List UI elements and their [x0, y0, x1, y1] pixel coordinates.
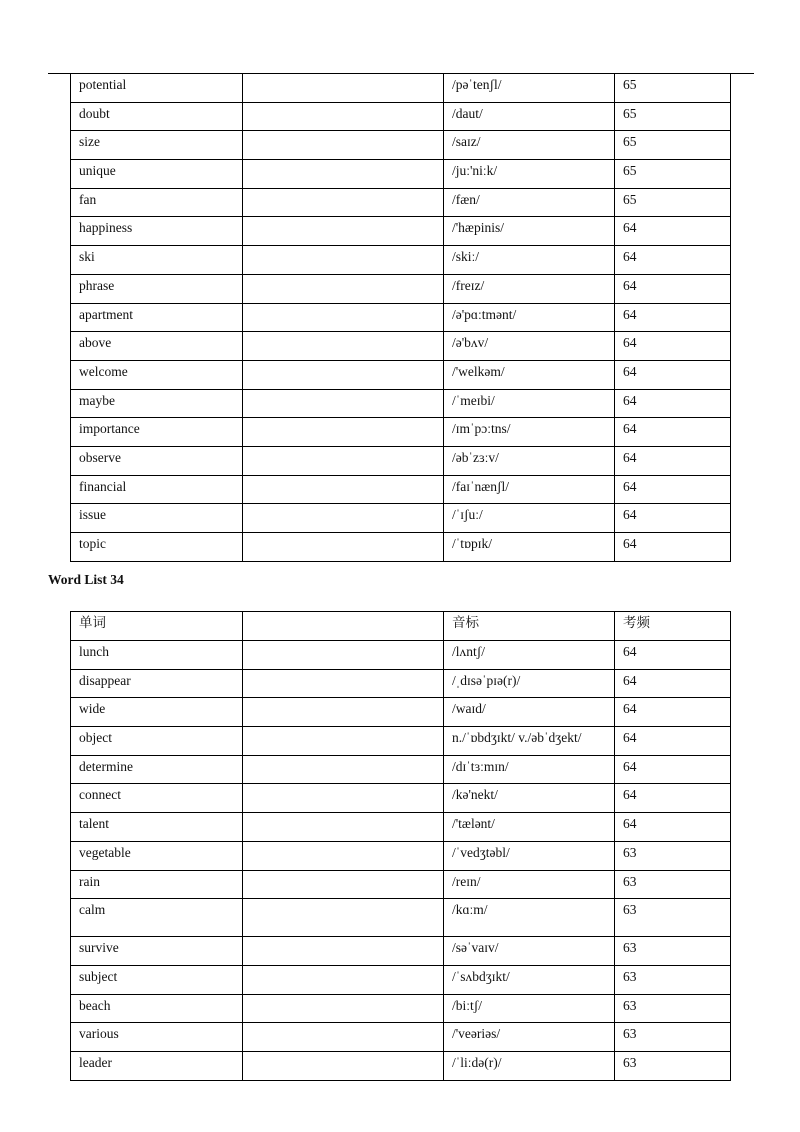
frequency-cell: 63 — [615, 994, 731, 1023]
frequency-cell: 64 — [615, 389, 731, 418]
frequency-cell: 64 — [615, 274, 731, 303]
blank-cell — [243, 360, 444, 389]
phonetic-cell: /lʌntʃ/ — [444, 641, 615, 670]
table-row — [71, 813, 731, 842]
word-cell: issue — [71, 504, 243, 533]
blank-cell — [243, 102, 444, 131]
phonetic-cell: /'tælənt/ — [444, 813, 615, 842]
blank-cell — [243, 841, 444, 870]
word-cell: phrase — [71, 274, 243, 303]
blank-cell — [243, 641, 444, 670]
table-row — [71, 641, 731, 670]
phonetic-cell: /saɪz/ — [444, 131, 615, 160]
frequency-cell: 64 — [615, 669, 731, 698]
frequency-cell: 64 — [615, 504, 731, 533]
frequency-cell: 65 — [615, 74, 731, 103]
blank-cell — [243, 504, 444, 533]
frequency-cell: 64 — [615, 698, 731, 727]
frequency-cell: 64 — [615, 418, 731, 447]
header-phonetic: 音标 — [444, 612, 615, 641]
word-cell: survive — [71, 937, 243, 966]
phonetic-cell: /faɪˈnænʃl/ — [444, 475, 615, 504]
table-row — [71, 160, 731, 189]
frequency-cell: 63 — [615, 1051, 731, 1080]
word-cell: disappear — [71, 669, 243, 698]
blank-cell — [243, 188, 444, 217]
frequency-cell: 65 — [615, 131, 731, 160]
frequency-cell: 64 — [615, 446, 731, 475]
word-cell: topic — [71, 533, 243, 562]
table-row — [71, 669, 731, 698]
frequency-cell: 64 — [615, 217, 731, 246]
phonetic-cell: /ˌdɪsəˈpɪə(r)/ — [444, 669, 615, 698]
blank-cell — [243, 533, 444, 562]
phonetic-cell: /reɪn/ — [444, 870, 615, 899]
blank-cell — [243, 217, 444, 246]
table-row — [71, 965, 731, 994]
frequency-cell: 64 — [615, 641, 731, 670]
table-row — [71, 937, 731, 966]
phonetic-cell: /daut/ — [444, 102, 615, 131]
word-cell: connect — [71, 784, 243, 813]
phonetic-cell: /fæn/ — [444, 188, 615, 217]
blank-cell — [243, 899, 444, 937]
blank-cell — [243, 1023, 444, 1052]
table-row — [71, 504, 731, 533]
frequency-cell: 64 — [615, 784, 731, 813]
word-cell: rain — [71, 870, 243, 899]
word-cell: wide — [71, 698, 243, 727]
table-row — [71, 446, 731, 475]
table-row — [71, 727, 731, 756]
phonetic-cell: /əbˈzɜːv/ — [444, 446, 615, 475]
table-row — [71, 841, 731, 870]
frequency-cell: 64 — [615, 813, 731, 842]
blank-cell — [243, 965, 444, 994]
phonetic-cell: /waɪd/ — [444, 698, 615, 727]
phonetic-cell: /pəˈtenʃl/ — [444, 74, 615, 103]
frequency-cell: 64 — [615, 533, 731, 562]
frequency-cell: 64 — [615, 246, 731, 275]
table-header-row — [71, 612, 731, 641]
frequency-cell: 65 — [615, 102, 731, 131]
word-cell: talent — [71, 813, 243, 842]
word-cell: fan — [71, 188, 243, 217]
table-row — [71, 274, 731, 303]
word-cell: doubt — [71, 102, 243, 131]
word-cell: happiness — [71, 217, 243, 246]
blank-cell — [243, 698, 444, 727]
word-cell: calm — [71, 899, 243, 937]
blank-cell — [243, 74, 444, 103]
table-row — [71, 188, 731, 217]
table-row — [71, 1051, 731, 1080]
blank-cell — [243, 727, 444, 756]
table-row — [71, 418, 731, 447]
phonetic-cell: /səˈvaɪv/ — [444, 937, 615, 966]
phonetic-cell: /ˈsʌbdʒɪkt/ — [444, 965, 615, 994]
frequency-cell: 63 — [615, 937, 731, 966]
word-cell: above — [71, 332, 243, 361]
phonetic-cell: /'hæpinis/ — [444, 217, 615, 246]
blank-cell — [243, 332, 444, 361]
word-cell: leader — [71, 1051, 243, 1080]
phonetic-cell: /skiː/ — [444, 246, 615, 275]
table-row — [71, 332, 731, 361]
frequency-cell: 63 — [615, 841, 731, 870]
frequency-cell: 63 — [615, 1023, 731, 1052]
blank-cell — [243, 475, 444, 504]
word-cell: object — [71, 727, 243, 756]
word-cell: size — [71, 131, 243, 160]
blank-cell — [243, 784, 444, 813]
phonetic-cell: /dɪˈtɜːmɪn/ — [444, 755, 615, 784]
table-row — [71, 994, 731, 1023]
frequency-cell: 64 — [615, 360, 731, 389]
table-row — [71, 389, 731, 418]
frequency-cell: 64 — [615, 755, 731, 784]
word-cell: maybe — [71, 389, 243, 418]
frequency-cell: 65 — [615, 188, 731, 217]
header-word: 单词 — [71, 612, 243, 641]
table-row — [71, 870, 731, 899]
table-row — [71, 102, 731, 131]
blank-cell — [243, 303, 444, 332]
frequency-cell: 64 — [615, 475, 731, 504]
blank-cell — [243, 446, 444, 475]
phonetic-cell: /juː'niːk/ — [444, 160, 615, 189]
word-cell: determine — [71, 755, 243, 784]
table-row — [71, 217, 731, 246]
phonetic-cell: /'welkəm/ — [444, 360, 615, 389]
blank-cell — [243, 274, 444, 303]
frequency-cell: 63 — [615, 965, 731, 994]
blank-cell — [243, 994, 444, 1023]
word-cell: importance — [71, 418, 243, 447]
word-cell: lunch — [71, 641, 243, 670]
phonetic-cell: /ˈɪʃuː/ — [444, 504, 615, 533]
table-row — [71, 246, 731, 275]
table-row — [71, 755, 731, 784]
phonetic-cell: /ə'bʌv/ — [444, 332, 615, 361]
frequency-cell: 65 — [615, 160, 731, 189]
word-cell: observe — [71, 446, 243, 475]
phonetic-cell: /freɪz/ — [444, 274, 615, 303]
word-table-list-34 — [70, 611, 731, 1081]
table-row — [71, 698, 731, 727]
table-row — [71, 303, 731, 332]
phonetic-cell: /kə'nekt/ — [444, 784, 615, 813]
table-row — [71, 1023, 731, 1052]
phonetic-cell: /ˈliːdə(r)/ — [444, 1051, 615, 1080]
table-row — [71, 784, 731, 813]
frequency-cell: 63 — [615, 870, 731, 899]
blank-cell — [243, 389, 444, 418]
table-row — [71, 899, 731, 937]
phonetic-cell: /ˈtɒpɪk/ — [444, 533, 615, 562]
blank-cell — [243, 131, 444, 160]
header-blank — [243, 612, 444, 641]
word-cell: vegetable — [71, 841, 243, 870]
phonetic-cell: /biːtʃ/ — [444, 994, 615, 1023]
table-row — [71, 475, 731, 504]
blank-cell — [243, 418, 444, 447]
phonetic-cell: /ə'pɑːtmənt/ — [444, 303, 615, 332]
phonetic-cell: /ˈmeɪbi/ — [444, 389, 615, 418]
word-cell: ski — [71, 246, 243, 275]
word-cell: apartment — [71, 303, 243, 332]
blank-cell — [243, 937, 444, 966]
section-title: Word List 34 — [48, 572, 124, 587]
word-cell: unique — [71, 160, 243, 189]
frequency-cell: 64 — [615, 303, 731, 332]
phonetic-cell: /'veəriəs/ — [444, 1023, 615, 1052]
blank-cell — [243, 755, 444, 784]
word-cell: beach — [71, 994, 243, 1023]
word-table-continued — [70, 73, 731, 562]
table-row — [71, 131, 731, 160]
blank-cell — [243, 160, 444, 189]
blank-cell — [243, 813, 444, 842]
table-row — [71, 74, 731, 103]
frequency-cell: 64 — [615, 332, 731, 361]
word-cell: financial — [71, 475, 243, 504]
blank-cell — [243, 1051, 444, 1080]
table-row — [71, 533, 731, 562]
phonetic-cell: /ɪmˈpɔːtns/ — [444, 418, 615, 447]
frequency-cell: 64 — [615, 727, 731, 756]
header-frequency: 考频 — [615, 612, 731, 641]
phonetic-cell: n./ˈɒbdʒɪkt/ v./əbˈdʒekt/ — [444, 727, 615, 756]
blank-cell — [243, 870, 444, 899]
word-cell: welcome — [71, 360, 243, 389]
word-cell: various — [71, 1023, 243, 1052]
phonetic-cell: /ˈvedʒtəbl/ — [444, 841, 615, 870]
blank-cell — [243, 246, 444, 275]
frequency-cell: 63 — [615, 899, 731, 937]
word-cell: subject — [71, 965, 243, 994]
phonetic-cell: /kɑːm/ — [444, 899, 615, 937]
blank-cell — [243, 669, 444, 698]
word-cell: potential — [71, 74, 243, 103]
table-row — [71, 360, 731, 389]
